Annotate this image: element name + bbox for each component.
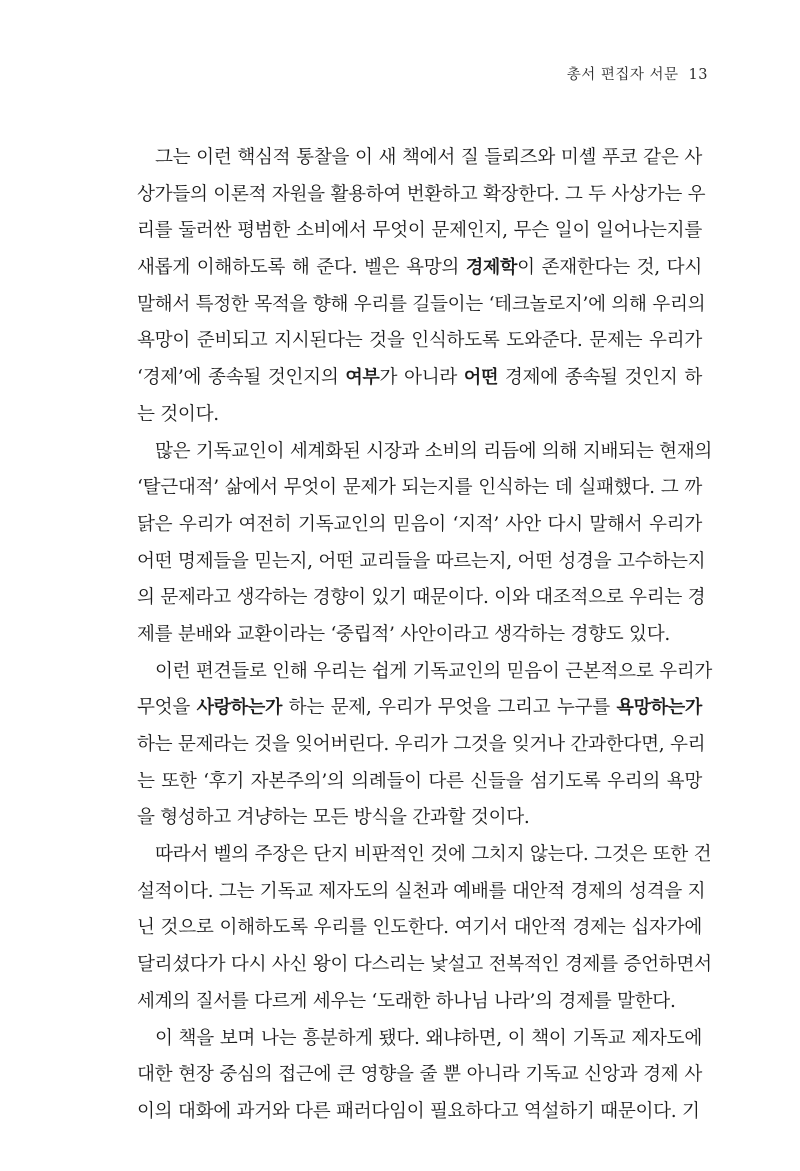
text-segment: 새롭게 이해하도록 해 준다. 벨은 욕망의 <box>137 257 466 279</box>
text-segment: 이의 대화에 과거와 다른 패러다임이 필요하다고 역설하기 때문이다. 기 <box>137 1100 700 1122</box>
running-head <box>567 63 708 84</box>
text-line <box>137 1021 702 1058</box>
paragraph <box>137 654 713 837</box>
text-segment: 그는 이런 핵심적 통찰을 이 새 책에서 질 들뢰즈와 미셸 푸코 같은 사 <box>155 147 702 168</box>
text-segment: 상가들의 이론적 자원을 활용하여 번환하고 확장한다. 그 두 사상가는 우 <box>137 183 706 205</box>
text-segment: 많은 기독교인이 세계화된 시장과 소비의 리듬에 의해 지배되는 현재의 <box>155 440 713 462</box>
text-segment: 닭은 우리가 여전히 기독교인의 믿음이 ‘지적’ 사안 다시 말해서 우리가 <box>137 513 702 535</box>
text-segment: ‘경제’에 종속될 것인지의 <box>137 367 346 389</box>
text-line <box>137 213 702 250</box>
text-line <box>137 140 702 177</box>
text-line <box>137 910 702 947</box>
text-segment: 하는 문제라는 것을 잊어버린다. 우리가 그것을 잊거나 간과한다면, 우리 <box>137 734 706 755</box>
paragraph <box>137 1021 702 1131</box>
text-segment: 의 문제라고 생각하는 경향이 있기 때문이다. 이와 대조적으로 우리는 경 <box>137 587 706 609</box>
emphasis-text: 여부 <box>345 367 380 389</box>
running-head-title: 총서 편집자 서문 <box>566 67 679 83</box>
body-text <box>137 140 713 1131</box>
text-segment: 대한 현장 중심의 접근에 큰 영향을 줄 뿐 아니라 기독교 신앙과 경제 사 <box>137 1064 702 1086</box>
emphasis-text: 경제학 <box>465 257 518 279</box>
text-segment: 따라서 벨의 주장은 단지 비판적인 것에 그치지 않는다. 그것은 또한 건 <box>155 844 712 866</box>
text-segment: 닌 것으로 이해하도록 우리를 인도한다. 여기서 대안적 경제는 십자가에 <box>137 917 702 939</box>
paragraph <box>137 434 713 654</box>
page-number: 13 <box>688 67 708 83</box>
emphasis-text: 어떤 <box>463 367 499 389</box>
text-segment: 제를 분배와 교환이라는 ‘중립적’ 사안이라고 생각하는 경향도 있다. <box>137 623 670 645</box>
emphasis-text: 욕망하는가 <box>616 697 702 719</box>
text-line <box>137 690 702 727</box>
text-line <box>137 874 706 911</box>
text-line <box>137 470 702 507</box>
text-segment: 세계의 질서를 다르게 세우는 ‘도래한 하나님 나라’의 경제를 말한다. <box>137 990 676 1012</box>
text-segment: 경제에 종속될 것인지 하 <box>498 367 703 389</box>
text-segment: 가 아니라 <box>379 367 464 389</box>
text-segment: 달리셨다가 다시 사신 왕이 다스리는 낯설고 전복적인 경제를 증언하면서 <box>137 954 712 976</box>
text-line <box>137 1057 702 1094</box>
text-segment: 리를 둘러싼 평범한 소비에서 무엇이 문제인지, 무슨 일이 일어나는지를 <box>137 220 702 242</box>
text-line <box>137 727 706 764</box>
text-line <box>137 800 702 837</box>
text-line <box>137 287 706 324</box>
text-segment: 는 것이다. <box>137 403 219 425</box>
text-line <box>137 947 712 984</box>
text-segment: 을 형성하고 겨냥하는 모든 방식을 간과할 것이다. <box>137 807 530 829</box>
text-line <box>137 544 706 581</box>
text-segment: 이 존재한다는 것, 다시 <box>517 257 702 279</box>
paragraph <box>137 837 712 1020</box>
text-line <box>137 654 713 691</box>
text-segment: 욕망이 준비되고 지시된다는 것을 인식하도록 도와준다. 문제는 우리가 <box>137 330 702 352</box>
text-segment: 하는 문제, 우리가 무엇을 그리고 누구를 <box>282 697 617 719</box>
text-segment: 이런 편견들로 인해 우리는 쉽게 기독교인의 믿음이 근본적으로 우리가 <box>155 660 713 682</box>
text-line <box>137 580 706 617</box>
emphasis-text: 사랑하는가 <box>196 697 283 719</box>
text-line <box>137 764 702 801</box>
text-line <box>137 434 713 471</box>
text-segment: 는 또한 ‘후기 자본주의’의 의례들이 다른 신들을 섬기도록 우리의 욕망 <box>137 770 702 792</box>
text-line <box>137 1094 702 1131</box>
text-segment: ‘탈근대적’ 삶에서 무엇이 문제가 되는지를 인식하는 데 실패했다. 그 까 <box>137 477 702 499</box>
text-line <box>137 617 702 654</box>
text-segment: 설적이다. 그는 기독교 제자도의 실천과 예배를 대안적 경제의 성격을 지 <box>137 880 706 902</box>
text-line <box>137 360 702 397</box>
paragraph <box>137 140 706 434</box>
text-line <box>137 177 706 214</box>
text-line <box>137 397 702 434</box>
text-line <box>137 507 702 544</box>
text-line <box>137 984 702 1021</box>
text-segment: 이 책을 보며 나는 흥분하게 됐다. 왜냐하면, 이 책이 기독교 제자도에 <box>155 1027 702 1049</box>
text-segment: 말해서 특정한 목적을 향해 우리를 길들이는 ‘테크놀로지’에 의해 우리의 <box>137 293 706 315</box>
text-line <box>137 837 712 874</box>
text-line <box>137 250 702 287</box>
text-segment: 무엇을 <box>137 697 197 719</box>
text-segment: 어떤 명제들을 믿는지, 어떤 교리들을 따르는지, 어떤 성경을 고수하는지 <box>137 550 706 572</box>
text-line <box>137 323 702 360</box>
